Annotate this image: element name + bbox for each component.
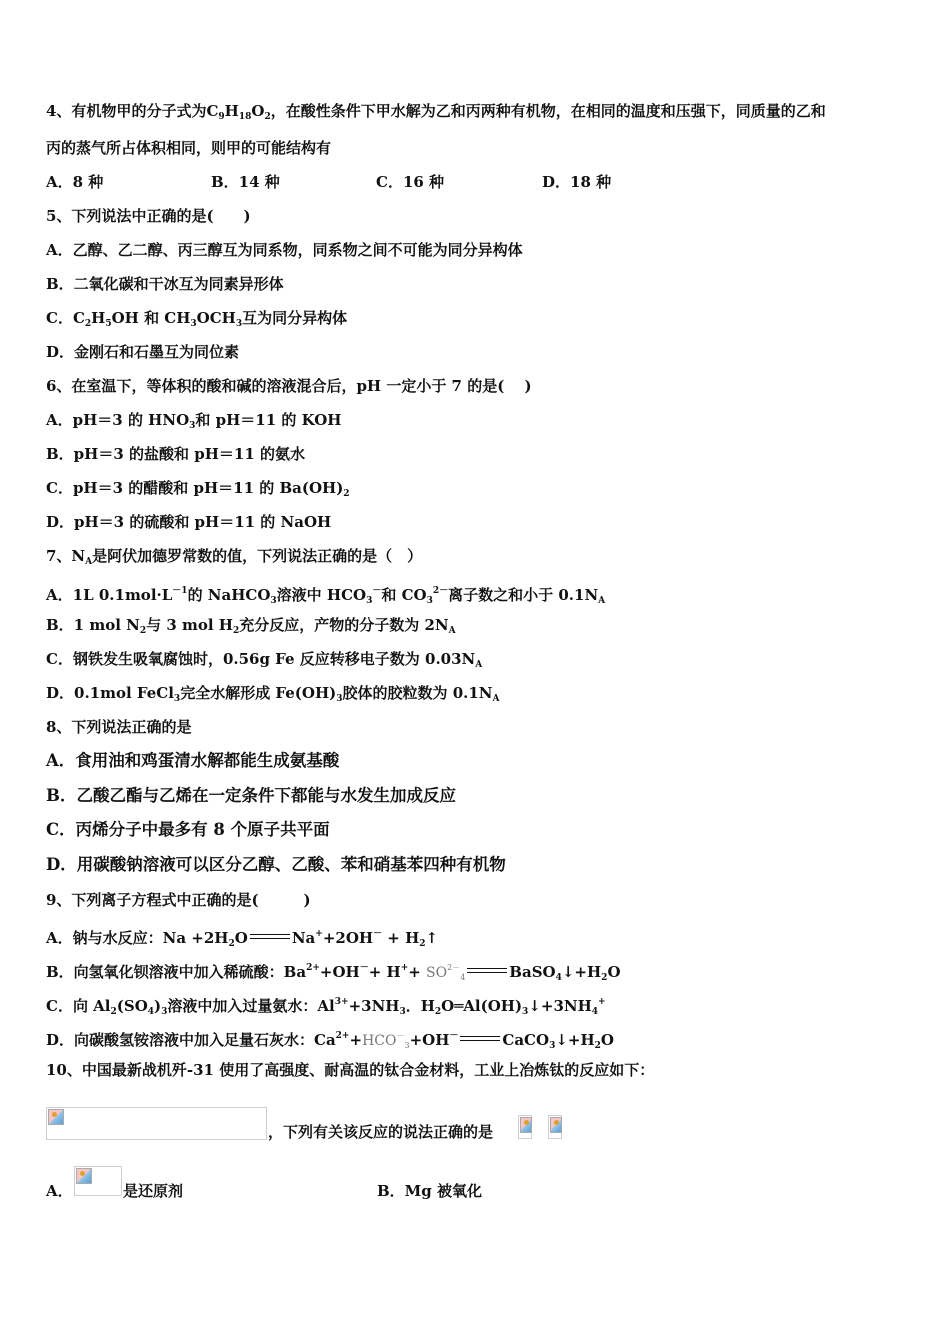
reaction-equation-image [46, 1107, 267, 1140]
q4-stem-line-1: 4、有机物甲的分子式为$C_9H_{18}O_2$，在酸性条件下甲水解为乙和丙两种有机物，在相同的温度和压强下，同质量的乙和 [46, 102, 826, 122]
sulfate-ion: $SO^{2-}_4$ [426, 963, 466, 982]
q4-option-a: A．8 种 [46, 173, 104, 191]
q8-option-d: D．用碳酸钠溶液可以区分乙醇、乙酸、苯和硝基苯四种有机物 [46, 855, 506, 874]
q4-option-c: C．16 种 [376, 173, 445, 191]
bicarbonate-ion: $HCO^-_3$ [362, 1031, 410, 1050]
q5-stem: 5、下列说法中正确的是( ) [46, 207, 251, 225]
q10-option-a-label: A． [46, 1182, 73, 1200]
q9-stem: 9、下列离子方程式中正确的是( ) [46, 891, 311, 909]
q9-option-d: D．向碳酸氢铵溶液中加入足量石灰水：$Ca^{2+}+HCO^-_3+OH^-$ $CaCO_3↓+H_2O$ [46, 1031, 614, 1051]
q6-option-d: D．pH＝3 的硫酸和 pH＝11 的 NaOH [46, 513, 332, 531]
equals-sign-icon [250, 934, 290, 939]
inline-image-2 [548, 1115, 562, 1139]
q6-option-c: C．pH＝3 的醋酸和 pH＝11 的 $Ba(OH)_2$ [46, 479, 350, 499]
q7-option-d: D．0.1mol FeCl$_3$完全水解形成 $Fe(OH)_3$胶体的胶粒数为 $0.1N_A$ [46, 684, 500, 704]
q4-option-b: B．14 种 [211, 173, 280, 191]
q9-option-a: A．钠与水反应：$Na +2H_2O$ $Na^++2OH^- + H_2↑$ [46, 929, 439, 949]
q6-option-b: B．pH＝3 的盐酸和 pH＝11 的氨水 [46, 445, 305, 463]
q8-stem: 8、下列说法正确的是 [46, 718, 192, 736]
broken-image-icon [48, 1109, 64, 1125]
q10-stem: 10、中国最新战机歼-31 使用了高强度、耐高温的钛合金材料，工业上冶炼钛的反应如下： [46, 1061, 655, 1079]
broken-image-icon [76, 1168, 92, 1184]
q4-options [46, 172, 611, 192]
q10-option-a: 是还原剂 [123, 1182, 184, 1200]
q5-option-a: A．乙醇、乙二醇、丙三醇互为同系物，同系物之间不可能为同分异构体 [46, 241, 523, 259]
q4-option-d: D．18 种 [542, 173, 612, 191]
equals-sign-icon [460, 1036, 500, 1041]
q6-stem: 6、在室温下，等体积的酸和碱的溶液混合后，pH 一定小于 7 的是( ) [46, 377, 532, 395]
q10-option-a-image [74, 1166, 122, 1196]
q10-option-b: B．Mg 被氧化 [377, 1182, 482, 1200]
broken-image-icon [550, 1117, 562, 1133]
q9-option-c: C．向 $Al_2(SO_4)_3$溶液中加入过量氨水：$Al^{3+}+3NH_3$．$H_2O═Al(OH)_3↓+3NH_4^+$ [46, 997, 606, 1017]
q7-stem: 7、$N_A$是阿伏加德罗常数的值，下列说法正确的是（ ） [46, 547, 423, 567]
broken-image-icon [520, 1117, 532, 1133]
q8-option-c: C．丙烯分子中最多有 8 个原子共平面 [46, 820, 330, 839]
q8-option-b: B．乙酸乙酯与乙烯在一定条件下都能与水发生加成反应 [46, 786, 456, 805]
q7-option-c: C．钢铁发生吸氧腐蚀时，0.56g Fe 反应转移电子数为 $0.03N_A$ [46, 650, 483, 670]
q5-option-d: D．金刚石和石墨互为同位素 [46, 343, 240, 361]
q10-stem-continued: ，下列有关该反应的说法正确的是 [268, 1123, 494, 1141]
inline-image-1 [518, 1115, 532, 1139]
q6-option-a: A．pH＝3 的 $HNO_3$和 pH＝11 的 KOH [46, 411, 342, 431]
q4-stem-line-2: 丙的蒸气所占体积相同，则甲的可能结构有 [46, 139, 332, 157]
q5-option-c: C．$C_2H_5OH$ 和 $CH_3OCH_3$互为同分异构体 [46, 309, 348, 329]
q7-option-a: A．1L $0.1mol\cdot L^{-1}$的 NaHCO$_3$溶液中 $HCO_3^-$和 $CO_3^{2-}$离子数之和小于 $0.1N_A$ [46, 586, 606, 606]
q9-option-b: B．向氢氧化钡溶液中加入稀硫酸：$Ba^{2+}+OH^-+ H^++ SO^{2-}_4$ $BaSO_4↓+H_2O$ [46, 963, 621, 983]
q7-option-b: B．1 mol $N_2$与 3 mol $H_2$充分反应，产物的分子数为 $2N_A$ [46, 616, 456, 636]
q8-option-a: A．食用油和鸡蛋清水解都能生成氨基酸 [46, 751, 340, 770]
q5-option-b: B．二氧化碳和干冰互为同素异形体 [46, 275, 284, 293]
equals-sign-icon [467, 968, 507, 973]
